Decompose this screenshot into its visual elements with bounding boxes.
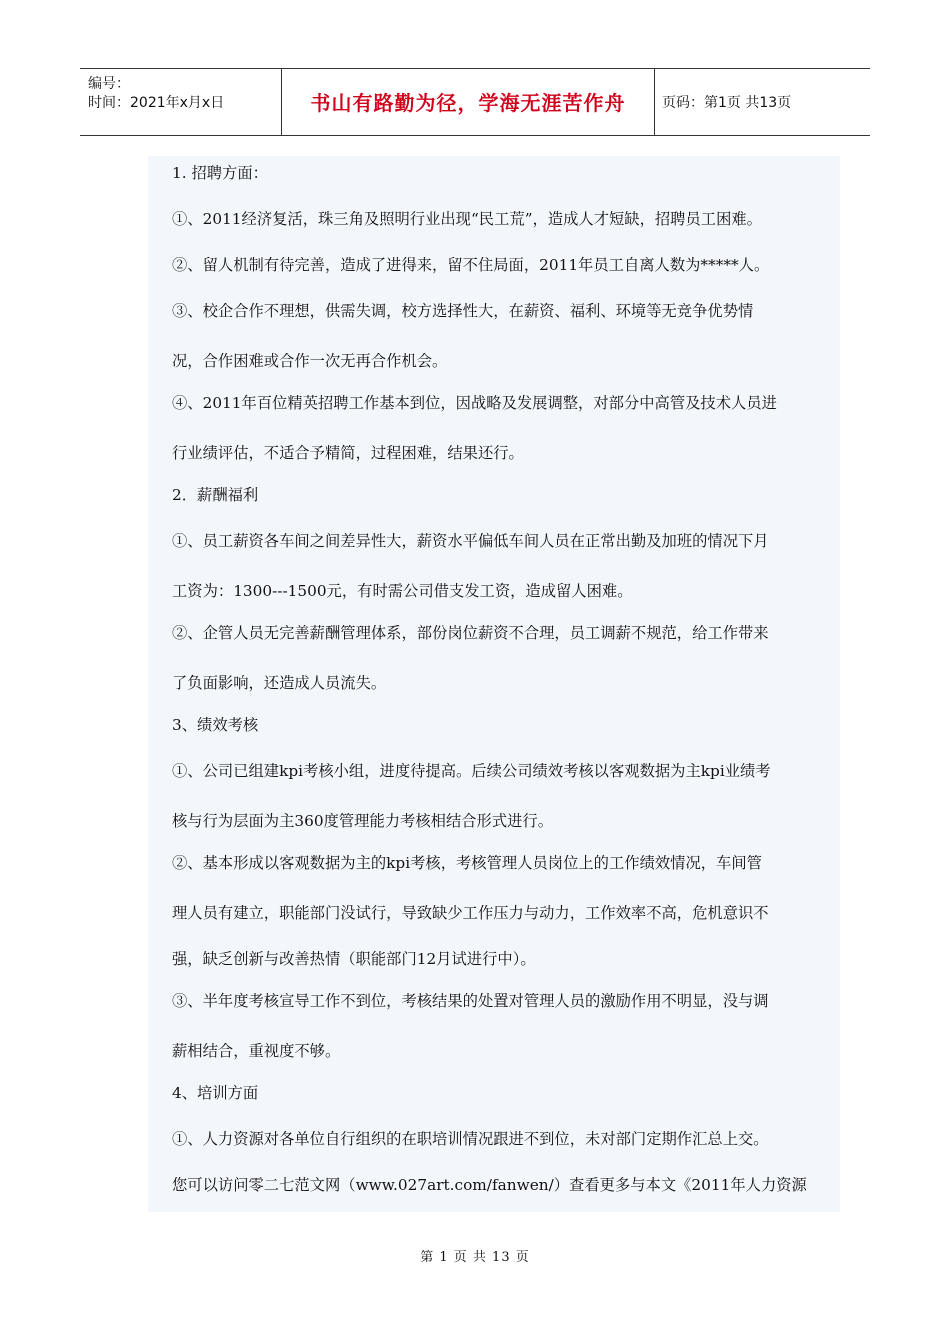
header-divider — [654, 69, 655, 135]
paragraph-line: ③、半年度考核宣导工作不到位，考核结果的处置对管理人员的激励作用不明显，没与调 — [172, 992, 769, 1010]
paragraph-line: ②、基本形成以客观数据为主的kpi考核，考核管理人员岗位上的工作绩效情况，车间管 — [172, 854, 762, 872]
section-heading-performance: 3、绩效考核 — [172, 716, 259, 734]
paragraph-line: 况，合作困难或合作一次无再合作机会。 — [172, 352, 448, 370]
paragraph-line: ①、员工薪资各车间之间差异性大，薪资水平偏低车间人员在正常出勤及加班的情况下月 — [172, 532, 769, 550]
paragraph-line: 强，缺乏创新与改善热情（职能部门12月试进行中）。 — [172, 950, 536, 968]
paragraph-line: 工资为：1300---1500元，有时需公司借支发工资，造成留人困难。 — [172, 582, 633, 600]
page-header — [80, 68, 870, 136]
paragraph-line: ④、2011年百位精英招聘工作基本到位，因战略及发展调整，对部分中高管及技术人员进 — [172, 394, 777, 412]
document-date: 时间：2021年x月x日 — [88, 95, 225, 111]
paragraph-line: 您可以访问零二七范文网（www.027art.com/fanwen/）查看更多与本文《2011年人力资源 — [172, 1176, 807, 1194]
paragraph-line: ③、校企合作不理想，供需失调，校方选择性大，在薪资、福利、环境等无竞争优势情 — [172, 302, 754, 320]
paragraph-line: ①、人力资源对各单位自行组织的在职培训情况跟进不到位，未对部门定期作汇总上交。 — [172, 1130, 769, 1148]
section-heading-compensation: 2．薪酬福利 — [172, 486, 259, 504]
section-heading-recruitment: 1. 招聘方面： — [172, 164, 268, 182]
paragraph-line: 薪相结合，重视度不够。 — [172, 1042, 341, 1060]
paragraph-line: 行业绩评估，不适合予精简，过程困难，结果还行。 — [172, 444, 524, 462]
header-meta — [88, 75, 284, 113]
paragraph-line: ①、2011经济复活，珠三角及照明行业出现“民工荒”，造成人才短缺，招聘员工困难。 — [172, 210, 762, 228]
header-motto: 书山有路勤为径，学海无涯苦作舟 — [310, 91, 626, 115]
section-heading-training: 4、培训方面 — [172, 1084, 259, 1102]
document-number-label: 编号： — [88, 76, 130, 92]
header-page-info: 页码：第1页 共13页 — [662, 95, 792, 111]
paragraph-line: ①、公司已组建kpi考核小组，进度待提高。后续公司绩效考核以客观数据为主kpi业绩考 — [172, 762, 771, 780]
paragraph-line: 了负面影响，还造成人员流失。 — [172, 674, 387, 692]
page-footer: 第 1 页 共 13 页 — [420, 1250, 530, 1265]
document-body — [172, 156, 832, 1214]
paragraph-line: ②、留人机制有待完善，造成了进得来，留不住局面，2011年员工自离人数为*****人。 — [172, 256, 770, 274]
paragraph-line: ②、企管人员无完善薪酬管理体系，部份岗位薪资不合理，员工调薪不规范，给工作带来 — [172, 624, 769, 642]
paragraph-line: 理人员有建立，职能部门没试行，导致缺少工作压力与动力，工作效率不高，危机意识不 — [172, 904, 769, 922]
paragraph-line: 核与行为层面为主360度管理能力考核相结合形式进行。 — [172, 812, 554, 830]
